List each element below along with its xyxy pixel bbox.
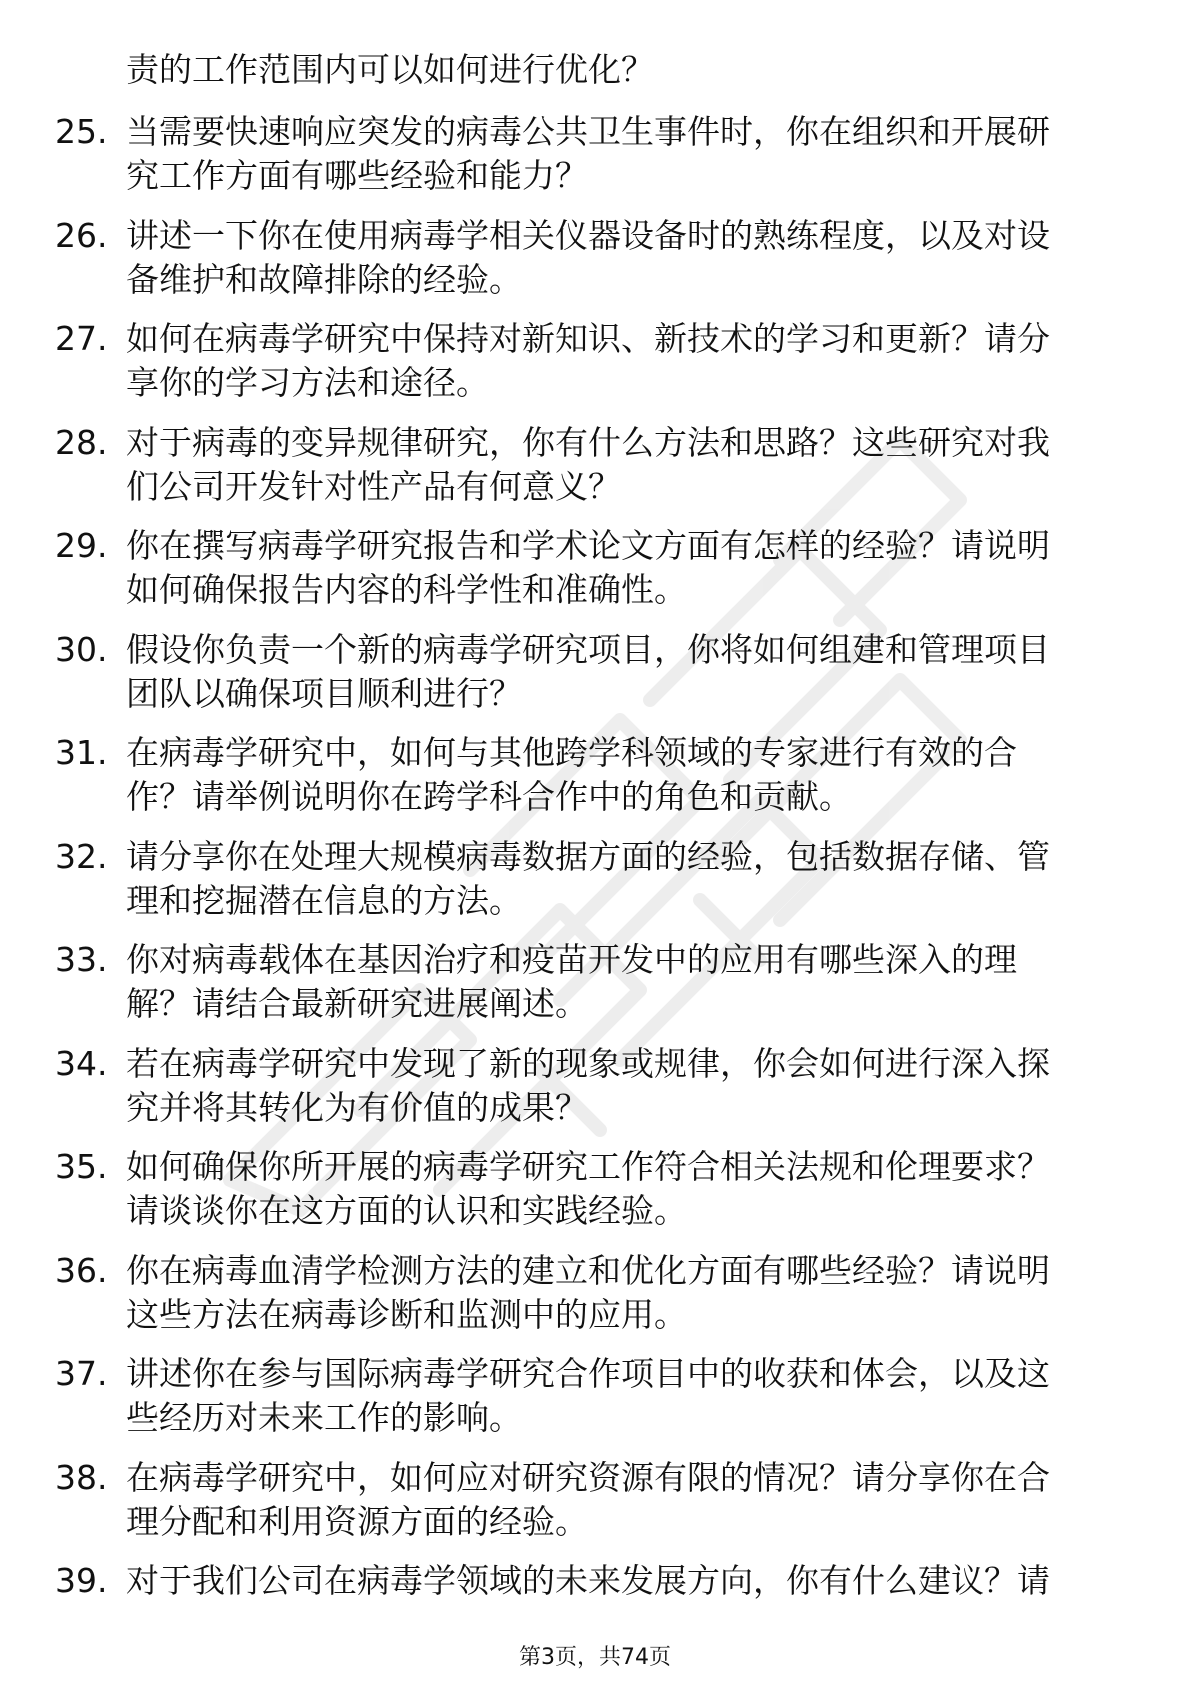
question-text-line: 们公司开发针对性产品有何意义？ xyxy=(126,466,621,506)
question-text xyxy=(126,1145,1166,1233)
question-number: 33. xyxy=(55,940,108,979)
question-number: 35. xyxy=(55,1147,108,1186)
question-number: 25. xyxy=(55,112,108,151)
question-text xyxy=(126,835,1166,923)
question-text xyxy=(126,1559,1166,1603)
question-text-line: 对于我们公司在病毒学领域的未来发展方向，你有什么建议？请 xyxy=(126,1561,1050,1600)
question-item xyxy=(0,110,1190,214)
question-text-line: 作？请举例说明你在跨学科合作中的角色和贡献。 xyxy=(126,777,852,816)
continuation-text: 责的工作范围内可以如何进行优化？ xyxy=(126,50,654,89)
question-text-line: 些经历对未来工作的影响。 xyxy=(126,1398,522,1437)
question-text xyxy=(126,731,1166,819)
question-number: 26. xyxy=(55,215,108,255)
question-number: 36. xyxy=(55,1250,108,1290)
question-text-line: 究工作方面有哪些经验和能力？ xyxy=(126,156,588,195)
question-text-line: 解？请结合最新研究进展阐述。 xyxy=(126,984,588,1023)
question-text xyxy=(126,1042,1166,1130)
question-text xyxy=(126,110,1166,198)
question-text-line: 如何在病毒学研究中保持对新知识、新技术的学习和更新？请分 xyxy=(126,319,1050,358)
question-text-line: 理分配和利用资源方面的经验。 xyxy=(126,1501,588,1541)
question-text-line: 如何确保你所开展的病毒学研究工作符合相关法规和伦理要求？ xyxy=(126,1147,1050,1186)
question-text-line: 你在撰写病毒学研究报告和学术论文方面有怎样的经验？请说明 xyxy=(126,526,1050,565)
question-text-line: 当需要快速响应突发的病毒公共卫生事件时，你在组织和开展研 xyxy=(126,112,1050,151)
question-text-line: 对于病毒的变异规律研究，你有什么方法和思路？这些研究对我 xyxy=(126,422,1050,462)
question-text-line: 请分享你在处理大规模病毒数据方面的经验，包括数据存储、管 xyxy=(126,836,1050,876)
question-text-line: 备维护和故障排除的经验。 xyxy=(126,259,522,299)
question-item xyxy=(0,1456,1190,1560)
question-list xyxy=(0,110,1190,1663)
question-text xyxy=(126,628,1166,716)
question-text xyxy=(126,421,1166,509)
question-text-line: 如何确保报告内容的科学性和准确性。 xyxy=(126,570,687,609)
question-text-line: 讲述你在参与国际病毒学研究合作项目中的收获和体会，以及这 xyxy=(126,1354,1050,1393)
question-item xyxy=(0,1042,1190,1146)
question-item xyxy=(0,317,1190,421)
question-number: 37. xyxy=(55,1354,108,1393)
question-text xyxy=(126,938,1166,1026)
question-text-line: 你对病毒载体在基因治疗和疫苗开发中的应用有哪些深入的理 xyxy=(126,940,1017,979)
question-number: 29. xyxy=(55,526,108,565)
question-text-line: 享你的学习方法和途径。 xyxy=(126,363,489,402)
question-item xyxy=(0,1145,1190,1249)
question-text xyxy=(126,1456,1166,1544)
question-text xyxy=(126,214,1166,302)
question-text xyxy=(126,1352,1166,1440)
question-number: 34. xyxy=(55,1043,108,1083)
question-item xyxy=(0,1249,1190,1353)
question-item xyxy=(0,835,1190,939)
question-text-line: 理和挖掘潜在信息的方法。 xyxy=(126,880,522,920)
question-number: 31. xyxy=(55,733,108,772)
question-text-line: 假设你负责一个新的病毒学研究项目，你将如何组建和管理项目 xyxy=(126,629,1050,669)
question-item xyxy=(0,214,1190,318)
question-text-line: 讲述一下你在使用病毒学相关仪器设备时的熟练程度，以及对设 xyxy=(126,215,1050,255)
question-number: 27. xyxy=(55,319,108,358)
question-text-line: 你在病毒血清学检测方法的建立和优化方面有哪些经验？请说明 xyxy=(126,1250,1050,1290)
question-number: 39. xyxy=(55,1561,108,1600)
question-item xyxy=(0,628,1190,732)
question-number: 28. xyxy=(55,422,108,462)
question-text-line: 在病毒学研究中，如何应对研究资源有限的情况？请分享你在合 xyxy=(126,1457,1050,1497)
question-item xyxy=(0,1352,1190,1456)
question-item xyxy=(0,938,1190,1042)
question-text-line: 请谈谈你在这方面的认识和实践经验。 xyxy=(126,1191,687,1230)
question-text xyxy=(126,317,1166,405)
question-text-line: 在病毒学研究中，如何与其他跨学科领域的专家进行有效的合 xyxy=(126,733,1017,772)
question-text xyxy=(126,1249,1166,1337)
question-number: 32. xyxy=(55,836,108,876)
question-text-line: 究并将其转化为有价值的成果？ xyxy=(126,1087,588,1127)
question-number: 38. xyxy=(55,1457,108,1497)
question-text-line: 这些方法在病毒诊断和监测中的应用。 xyxy=(126,1294,687,1334)
page-footer: 第3页，共74页 xyxy=(519,1645,671,1670)
question-text-line: 若在病毒学研究中发现了新的现象或规律，你会如何进行深入探 xyxy=(126,1043,1050,1083)
question-item xyxy=(0,731,1190,835)
question-text-line: 团队以确保项目顺利进行？ xyxy=(126,673,522,713)
question-item xyxy=(0,524,1190,628)
question-item xyxy=(0,421,1190,525)
question-text xyxy=(126,524,1166,612)
question-number: 30. xyxy=(55,629,108,669)
